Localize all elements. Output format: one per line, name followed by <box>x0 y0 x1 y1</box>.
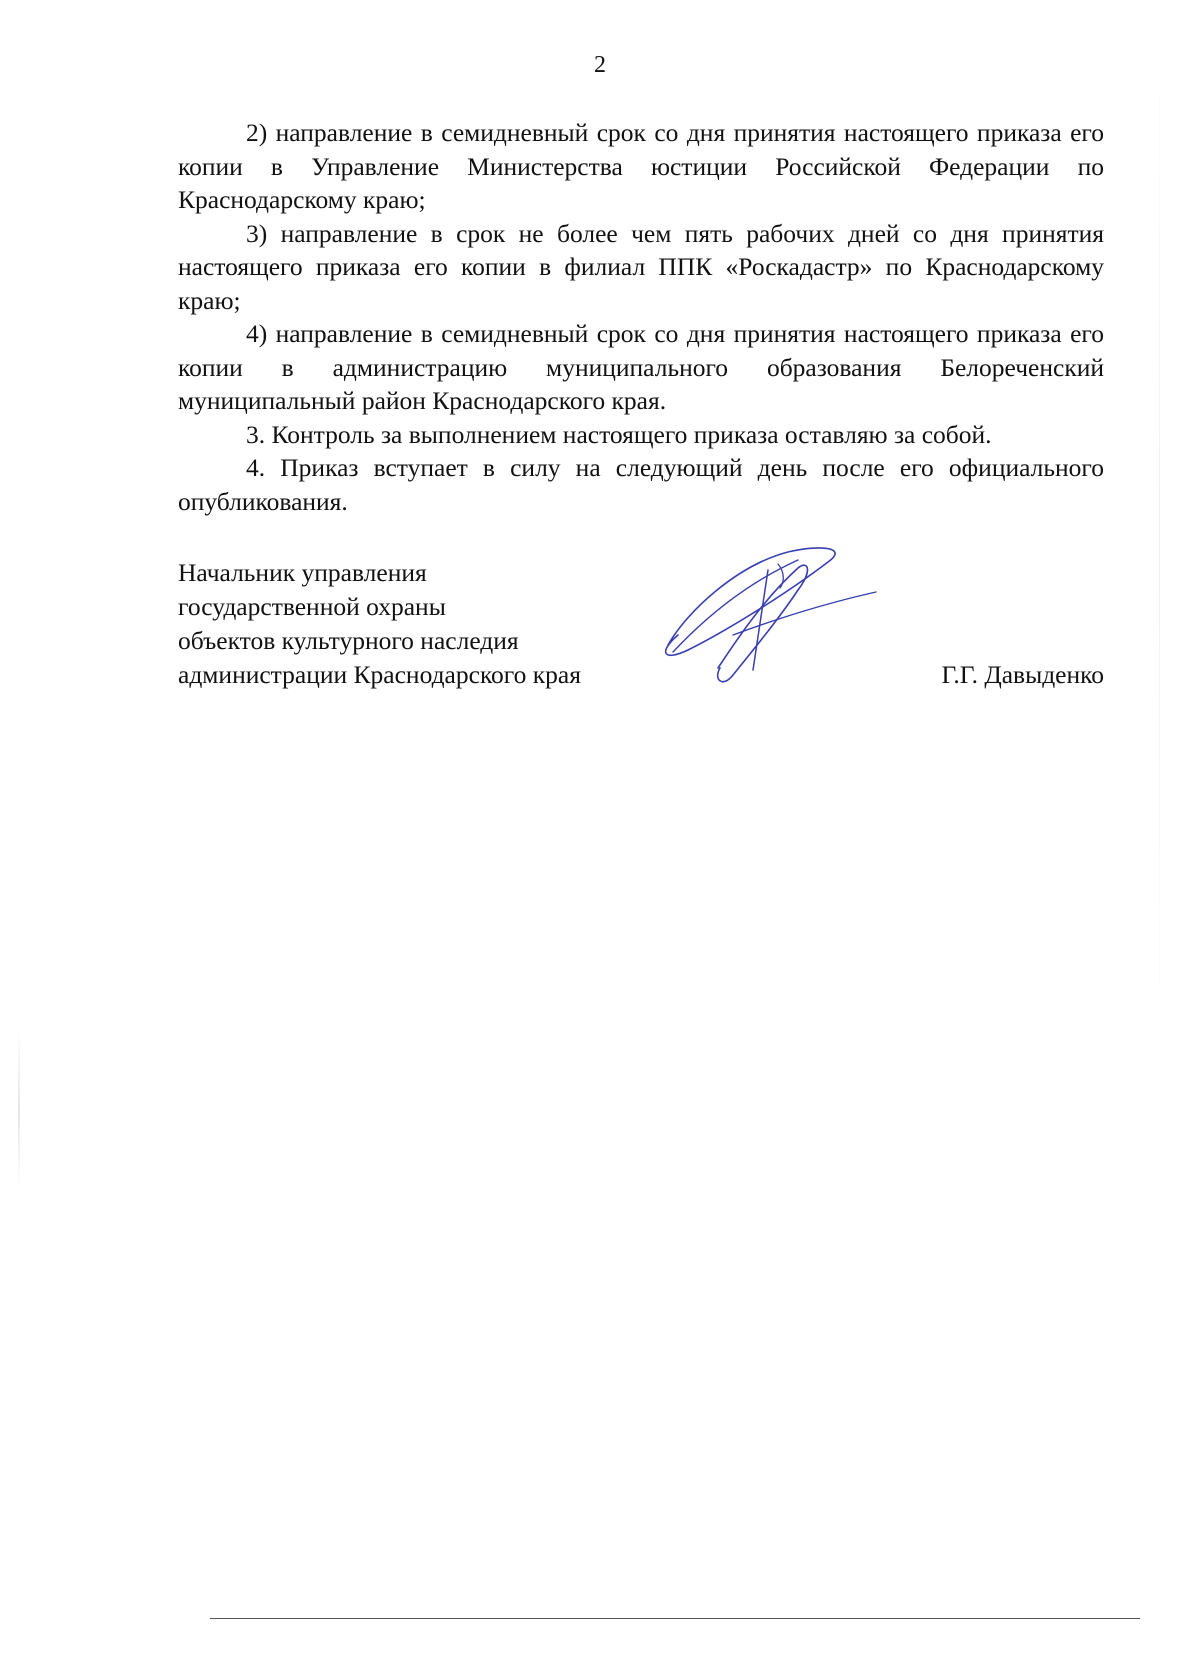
signer-title-line: объектов культурного наследия <box>178 626 519 655</box>
signature-block <box>178 556 1104 716</box>
paragraph-item-3: 3) направление в срок не более чем пять рабочих дней со дня принятия настоящего приказа его копии в филиал ППК «Роскадастр» по Краснодарскому краю; <box>178 218 1104 315</box>
scan-edge-artifact <box>18 1030 20 1190</box>
paragraph-control: 3. Контроль за выполнением настоящего приказа оставляю за собой. <box>246 419 992 449</box>
signer-title-line: Начальник управления <box>178 558 427 587</box>
paragraph-item-2: 2) направление в семидневный срок со дня принятия настоящего приказа его копии в Управление Министерства юстиции Российской Федерации по Краснодарскому краю; <box>178 118 1104 214</box>
bottom-rule <box>210 1618 1140 1619</box>
signer-title <box>178 556 581 692</box>
page-number: 2 <box>594 52 606 78</box>
handwritten-signature <box>648 540 888 690</box>
paragraph-effective-date: 4. Приказ вступает в силу на следующий день после его официального опубликования. <box>178 453 1104 516</box>
signer-name: Г.Г. Давыденко <box>941 660 1104 689</box>
document-body <box>178 116 1104 518</box>
signer-title-line: государственной охраны <box>178 592 446 621</box>
scan-edge-artifact <box>1159 40 1160 1040</box>
signer-title-line: администрации Краснодарского края <box>178 660 581 689</box>
paragraph-item-4: 4) направление в семидневный срок со дня принятия настоящего приказа его копии в администрацию муниципального образования Белореченский муниципальный район Краснодарского края. <box>178 319 1104 415</box>
